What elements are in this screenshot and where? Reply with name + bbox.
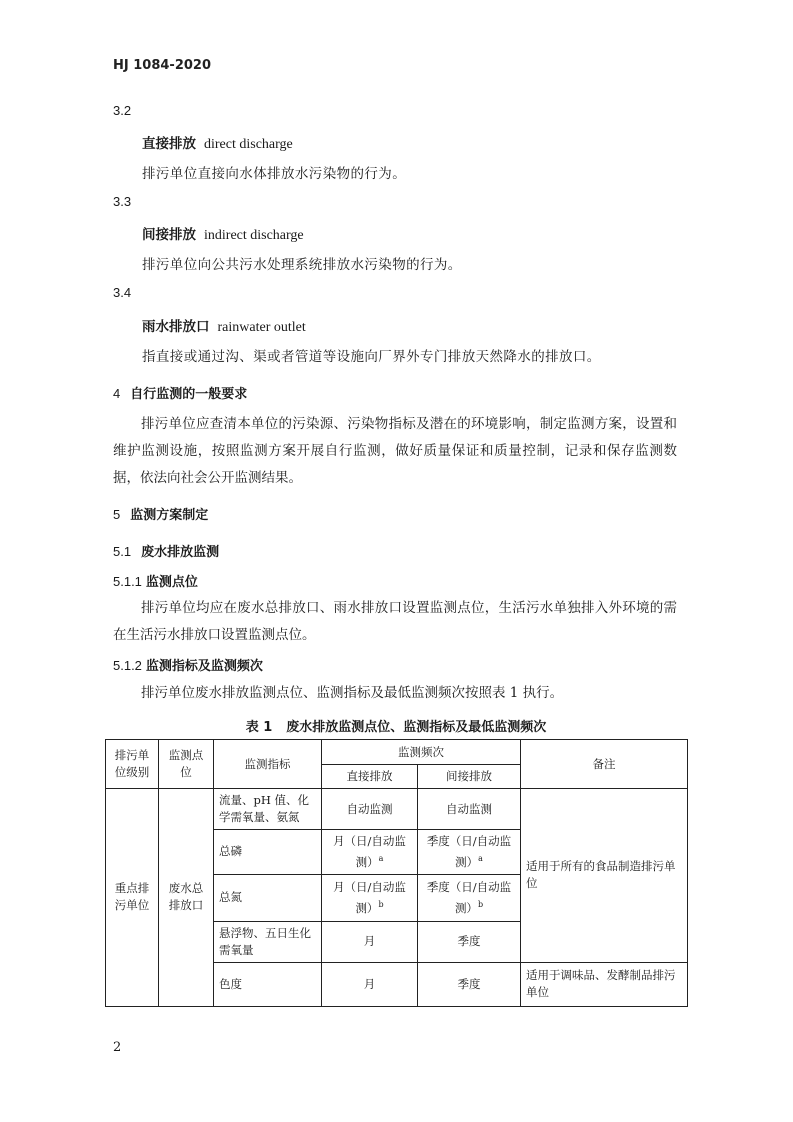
section-heading bbox=[113, 383, 247, 402]
cell-indirect: 季度 bbox=[418, 962, 521, 1006]
section-title: 监测方案制定 bbox=[130, 508, 209, 523]
cell-indirect-text: 季度（日/自动监测） bbox=[426, 834, 512, 869]
header-frequency: 监测频次 bbox=[322, 740, 521, 765]
cell-indirect-text: 季度（日/自动监测） bbox=[426, 879, 512, 915]
section-number: 5.1 bbox=[113, 544, 132, 559]
section-title: 监测指标及监测频次 bbox=[145, 659, 263, 674]
cell-indirect bbox=[418, 830, 521, 875]
term-definition: 排污单位向公共污水处理系统排放水污染物的行为。 bbox=[142, 257, 462, 273]
section-heading bbox=[113, 541, 219, 560]
cell-direct bbox=[322, 874, 418, 921]
section-number: 5 bbox=[113, 507, 121, 522]
document-code: HJ 1084-2020 bbox=[113, 58, 212, 73]
cell-direct bbox=[322, 830, 418, 875]
cell-indicator: 总氮 bbox=[214, 874, 322, 921]
section-title: 废水排放监测 bbox=[141, 545, 220, 560]
cell-indirect bbox=[418, 874, 521, 921]
cell-direct: 月 bbox=[322, 962, 418, 1006]
section-paragraph: 排污单位废水排放监测点位、监测指标及最低监测频次按照表 1 执行。 bbox=[141, 685, 564, 701]
term-number: 3.3 bbox=[113, 194, 132, 209]
table-caption bbox=[105, 716, 687, 735]
header-point: 监测点位 bbox=[159, 740, 214, 789]
cell-indicator: 色度 bbox=[214, 962, 322, 1006]
section-heading bbox=[113, 655, 263, 674]
section-title: 监测点位 bbox=[145, 575, 198, 590]
term-definition: 排污单位直接向水体排放水污染物的行为。 bbox=[142, 166, 407, 182]
cell-indirect: 季度 bbox=[418, 921, 521, 962]
term-definition: 指直接或通过沟、渠或者管道等设施向厂界外专门排放天然降水的排放口。 bbox=[142, 349, 601, 365]
term-cn: 雨水排放口 bbox=[142, 319, 210, 335]
header-indicator: 监测指标 bbox=[214, 740, 322, 789]
table-caption-number: 表 1 bbox=[245, 720, 273, 735]
header-direct: 直接排放 bbox=[322, 765, 418, 789]
footnote-marker: b bbox=[378, 899, 384, 909]
term-en: rainwater outlet bbox=[217, 320, 306, 335]
cell-point: 废水总排放口 bbox=[159, 789, 214, 1007]
section-paragraph: 排污单位均应在废水总排放口、雨水排放口设置监测点位，生活污水单独排入外环境的需在生活污水排放口设置监测点位。 bbox=[113, 600, 677, 643]
section-heading bbox=[113, 571, 198, 590]
table-caption-title: 废水排放监测点位、监测指标及最低监测频次 bbox=[286, 720, 547, 735]
cell-level: 重点排污单位 bbox=[106, 789, 159, 1007]
header-note: 备注 bbox=[521, 740, 688, 789]
section-number: 5.1.2 bbox=[113, 658, 142, 673]
cell-note: 适用于所有的食品制造排污单位 bbox=[521, 789, 688, 963]
section-number: 4 bbox=[113, 386, 121, 401]
table-row bbox=[106, 789, 688, 830]
term-en: indirect discharge bbox=[204, 228, 304, 243]
cell-direct-text: 月（日/自动监测） bbox=[333, 834, 406, 869]
term-en: direct discharge bbox=[204, 137, 293, 152]
header-indirect: 间接排放 bbox=[418, 765, 521, 789]
cell-indicator: 流量、pH 值、化学需氧量、氨氮 bbox=[214, 789, 322, 830]
section-heading bbox=[113, 504, 208, 523]
cell-indicator: 总磷 bbox=[214, 830, 322, 875]
table-header-row bbox=[106, 740, 688, 765]
section-title: 自行监测的一般要求 bbox=[130, 387, 248, 402]
monitoring-table bbox=[105, 739, 688, 1007]
term-heading bbox=[142, 132, 293, 153]
term-number: 3.4 bbox=[113, 285, 132, 300]
term-cn: 直接排放 bbox=[142, 136, 196, 152]
cell-direct-text: 月（日/自动监测） bbox=[333, 879, 406, 915]
cell-indicator: 悬浮物、五日生化需氧量 bbox=[214, 921, 322, 962]
footnote-marker: a bbox=[378, 854, 384, 863]
cell-note: 适用于调味品、发酵制品排污单位 bbox=[521, 962, 688, 1006]
cell-direct: 月 bbox=[322, 921, 418, 962]
term-heading bbox=[142, 223, 304, 244]
footnote-marker: a bbox=[478, 854, 483, 863]
term-heading bbox=[142, 315, 306, 336]
cell-indirect: 自动监测 bbox=[418, 789, 521, 830]
term-cn: 间接排放 bbox=[142, 227, 196, 243]
header-level: 排污单位级别 bbox=[106, 740, 159, 789]
section-number: 5.1.1 bbox=[113, 574, 142, 589]
section-paragraph: 排污单位应查清本单位的污染源、污染物指标及潜在的环境影响，制定监测方案，设置和维护监测设施，按照监测方案开展自行监测，做好质量保证和质量控制，记录和保存监测数据，依法向社会公开监测结果。 bbox=[113, 416, 677, 486]
term-number: 3.2 bbox=[113, 103, 132, 118]
page-number: 2 bbox=[113, 1040, 122, 1055]
footnote-marker: b bbox=[477, 899, 484, 909]
cell-direct: 自动监测 bbox=[322, 789, 418, 830]
